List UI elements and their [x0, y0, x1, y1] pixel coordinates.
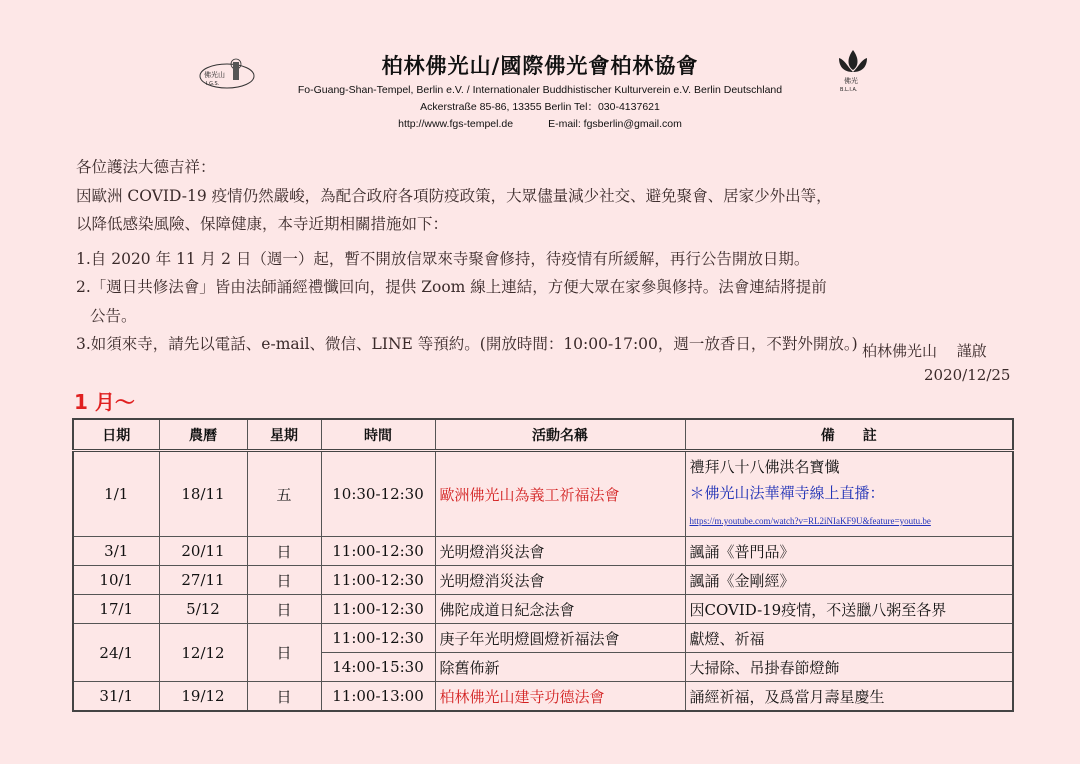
cell-lunar: 5/12: [159, 595, 247, 624]
cell-notes: 因COVID-19疫情，不送臘八粥至各界: [685, 595, 1013, 624]
month-heading: 1 月～: [74, 390, 135, 414]
measure-3: 3.如須來寺，請先以電話、e-mail、微信、LINE 等預約。(開放時間：10:00-17:00，週一放香日，不對外開放。): [76, 335, 858, 353]
greeting: 各位護法大德吉祥：: [76, 158, 216, 176]
cell-weekday: 日: [247, 537, 321, 566]
cell-date: 3/1: [73, 537, 159, 566]
cell-date: 1/1: [73, 451, 159, 537]
cell-time: 10:30-12:30: [321, 451, 435, 537]
cell-weekday: 日: [247, 624, 321, 682]
intro-line-2: 以降低感染風險、保障健康，本寺近期相關措施如下：: [76, 215, 449, 233]
cell-event: 佛陀成道日紀念法會: [435, 595, 685, 624]
cell-weekday: 五: [247, 451, 321, 537]
cell-event: 光明燈消災法會: [435, 537, 685, 566]
measure-2: 2.「週日共修法會」皆由法師誦經禮懺回向，提供 Zoom 線上連結，方便大眾在家參與修持。法會連結將提前: [76, 278, 827, 296]
cell-notes: [685, 451, 1013, 537]
cell-date: 31/1: [73, 682, 159, 712]
cell-lunar: 27/11: [159, 566, 247, 595]
logo-left-sub: I.G.S.: [206, 81, 220, 87]
col-header-time: 時間: [321, 419, 435, 451]
cell-notes: 大掃除、吊掛春節燈飾: [685, 653, 1013, 682]
logo-right-text: 佛光: [844, 77, 858, 85]
table-row: [73, 566, 1013, 595]
logo-right-sub: B.L.I.A.: [840, 87, 858, 93]
cell-time: 11:00-12:30: [321, 624, 435, 653]
cell-event: 光明燈消災法會: [435, 566, 685, 595]
cell-lunar: 19/12: [159, 682, 247, 712]
col-header-weekday: 星期: [247, 419, 321, 451]
cell-weekday: 日: [247, 566, 321, 595]
contact-line: http://www.fgs-tempel.de E-mail: fgsberlin@gmail.com: [398, 118, 682, 130]
cell-time: 11:00-13:00: [321, 682, 435, 712]
cell-event: 柏林佛光山建寺功德法會: [435, 682, 685, 712]
table-row: [73, 537, 1013, 566]
col-header-event: 活動名稱: [435, 419, 685, 451]
measure-1: 1.自 2020 年 11 月 2 日（週一）起，暫不開放信眾來寺聚會修持，待疫情有所緩解，再行公告開放日期。: [76, 249, 810, 268]
cell-weekday: 日: [247, 595, 321, 624]
table-row: [73, 624, 1013, 653]
cell-time: 11:00-12:30: [321, 537, 435, 566]
col-header-notes: 備 註: [685, 419, 1013, 451]
cell-event: 庚子年光明燈圓燈祈福法會: [435, 624, 685, 653]
cell-date: 24/1: [73, 624, 159, 682]
table-row: [73, 595, 1013, 624]
intro-line-1: 因歐洲 COVID-19 疫情仍然嚴峻，為配合政府各項防疫政策，大眾儘量減少社交、避免聚會、居家少外出等，: [76, 186, 832, 205]
cell-notes: 誦經祈福，及爲當月壽星慶生: [685, 682, 1013, 712]
cell-notes: 諷誦《金剛經》: [685, 566, 1013, 595]
cell-event: 歐洲佛光山為義工祈福法會: [435, 451, 685, 537]
col-header-date: 日期: [73, 419, 159, 451]
cell-lunar: 20/11: [159, 537, 247, 566]
notice-body: [76, 153, 1016, 359]
youtube-link[interactable]: https://m.youtube.com/watch?v=RL2iNIaKF9U&feature=youtu.be: [689, 516, 931, 526]
letterhead: [0, 40, 1080, 133]
table-header-row: [73, 419, 1013, 451]
notice-date: 2020/12/25: [924, 366, 1011, 384]
cell-event: 除舊佈新: [435, 653, 685, 682]
logo-left-text: 佛光山: [204, 71, 225, 79]
col-header-lunar: 農曆: [159, 419, 247, 451]
cell-weekday: 日: [247, 682, 321, 712]
org-title: 柏林佛光山/國際佛光會柏林協會: [381, 54, 699, 78]
measure-2-cont: 公告。: [90, 306, 137, 325]
note-text: 禮拜八十八佛洪名寶懺: [689, 458, 840, 476]
cell-date: 17/1: [73, 595, 159, 624]
schedule-table: [72, 418, 1014, 712]
table-row: [73, 451, 1013, 537]
cell-lunar: 12/12: [159, 624, 247, 682]
address-line: Ackerstraße 85-86, 13355 Berlin Tel：030-4137621: [420, 101, 660, 113]
cell-notes: 獻燈、祈福: [685, 624, 1013, 653]
cell-notes: 諷誦《普門品》: [685, 537, 1013, 566]
cell-lunar: 18/11: [159, 451, 247, 537]
table-row: [73, 682, 1013, 712]
org-name-line: Fo-Guang-Shan-Tempel, Berlin e.V. / Internationaler Buddhistischer Kulturverein e.V. Berlin Deutschland: [297, 84, 783, 96]
livestream-note: ＊佛光山法華禪寺線上直播：: [689, 484, 885, 502]
cell-time: 11:00-12:30: [321, 595, 435, 624]
signature: 柏林佛光山 謹啟: [862, 342, 987, 360]
cell-time: 11:00-12:30: [321, 566, 435, 595]
cell-time: 14:00-15:30: [321, 653, 435, 682]
cell-date: 10/1: [73, 566, 159, 595]
